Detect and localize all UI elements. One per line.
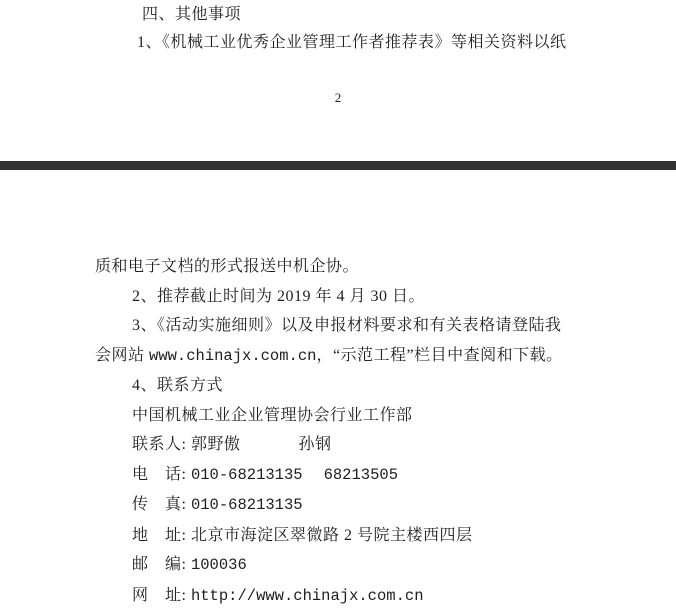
contact-row-fax (95, 490, 635, 521)
page-3-top-fragment (95, 252, 635, 611)
body-line-item1: 1、《机械工业优秀企业管理工作者推荐表》等相关资料以纸 (137, 33, 567, 51)
page-break-bar (0, 161, 676, 170)
contact-row-web (95, 581, 635, 611)
text-segment-suffix: ，“示范工程”栏目中查阅和下载。 (316, 346, 563, 364)
address-label: 地 址: (132, 526, 191, 544)
web-url-value: http://www.chinajx.com.cn (190, 586, 424, 605)
zip-label: 邮 编: (132, 556, 191, 573)
contact-row-zip (95, 550, 635, 581)
phone-number-1: 010-68213135 (190, 465, 303, 484)
phone-label: 电 话: (132, 465, 191, 483)
contact-person-label: 联系人: (132, 436, 191, 453)
body-line-item2: 2、推荐截止时间为 2019 年 4 月 30 日。 (132, 287, 426, 305)
contact-row-person (95, 430, 635, 460)
address-value: 北京市海淀区翠微路 2 号院主楼西四层 (190, 526, 473, 544)
body-line-item4: 4、联系方式 (132, 377, 224, 394)
contact-person-1: 郭野傲 (190, 436, 241, 453)
contact-person-2: 孙钢 (298, 436, 332, 453)
section-heading: 四、其他事项 (142, 6, 242, 23)
fax-number: 010-68213135 (190, 496, 303, 514)
contact-row-phone (95, 460, 635, 491)
text-segment-prefix: 会网站 (95, 346, 150, 364)
body-line-continuation: 质和电子文档的形式报送中机企协。 (95, 258, 360, 275)
fax-label: 传 真: (132, 496, 191, 513)
contact-row-address (95, 521, 635, 551)
body-line-item3: 3、《活动实施细则》以及申报材料要求和有关表格请登陆我 (132, 317, 562, 334)
page-2-bottom-fragment (95, 1, 635, 56)
body-line-website (95, 341, 635, 372)
phone-number-2: 68213505 (323, 465, 398, 484)
zip-value: 100036 (190, 556, 247, 574)
organization-name-line: 中国机械工业企业管理协会行业工作部 (132, 406, 413, 424)
web-label: 网 址: (132, 586, 191, 604)
page-number: 2 (334, 90, 342, 105)
website-url-text: www.chinajx.com.cn (149, 346, 317, 365)
